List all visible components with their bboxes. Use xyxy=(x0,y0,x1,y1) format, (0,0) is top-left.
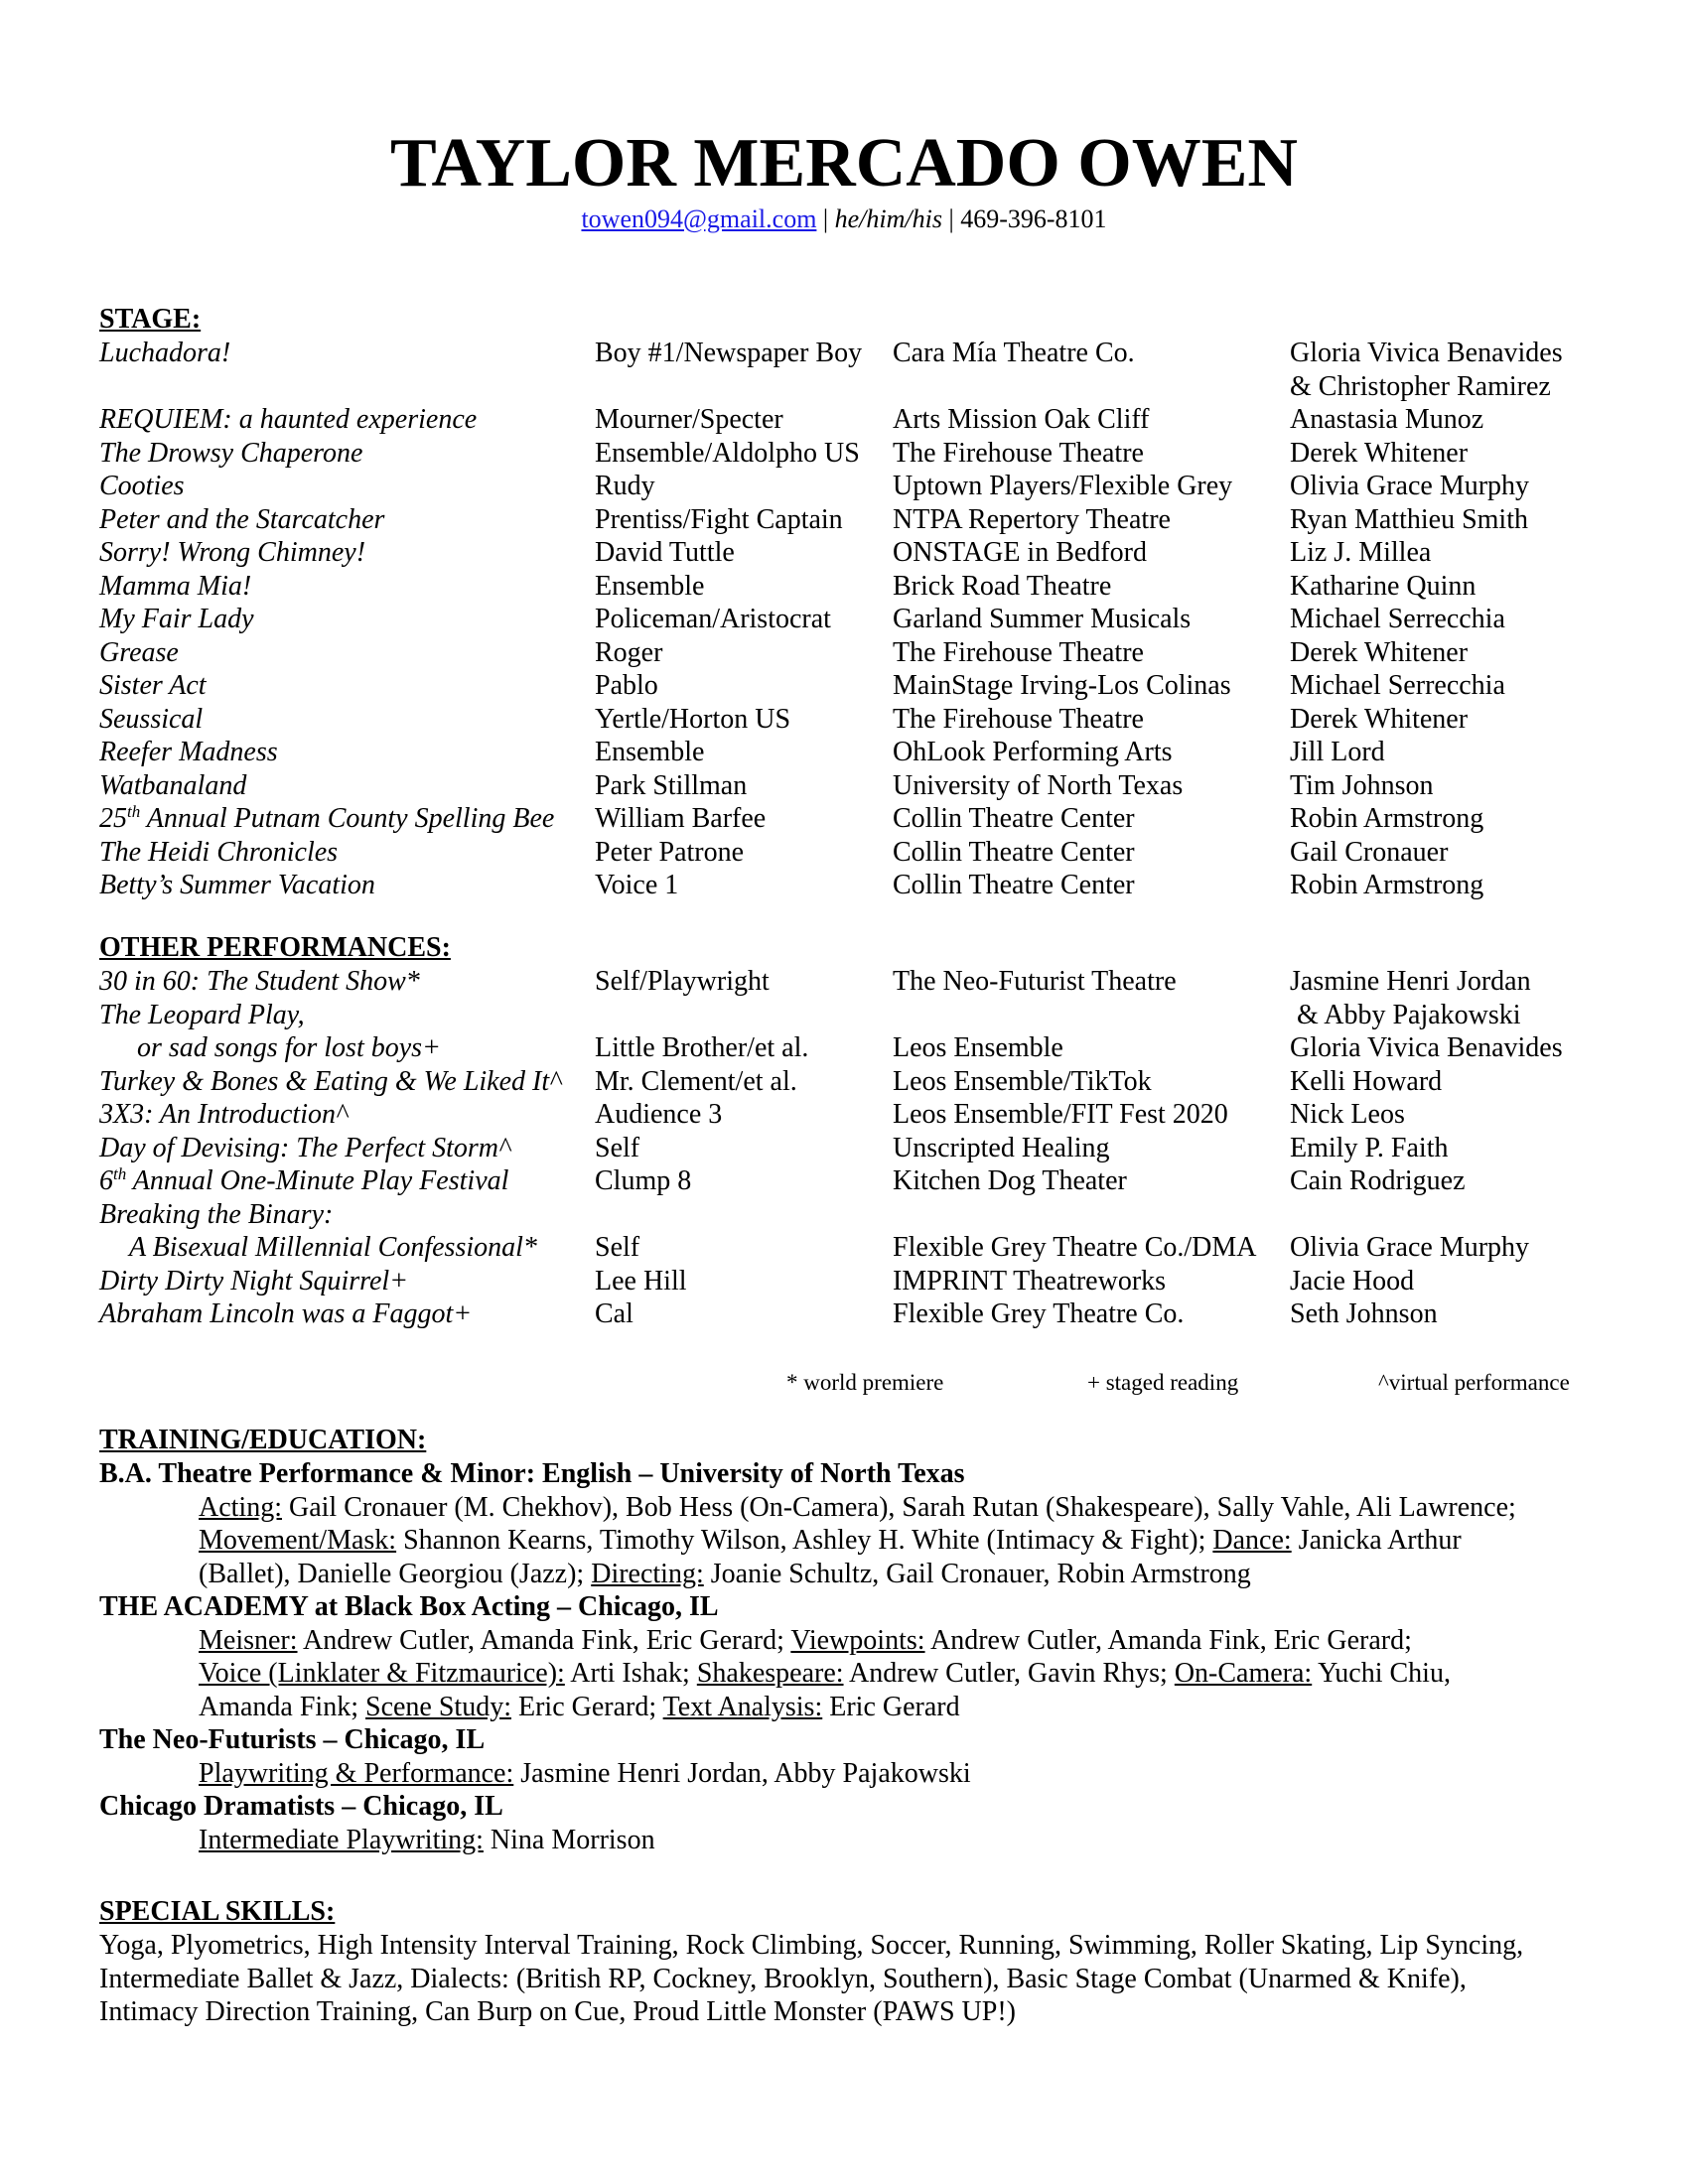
role: Peter Patrone xyxy=(595,836,745,868)
show-title: Abraham Lincoln was a Faggot+ xyxy=(99,1298,473,1329)
role: Ensemble/Aldolpho US xyxy=(595,437,860,469)
show-title: 6th Annual One-Minute Play Festival xyxy=(99,1164,509,1196)
company: Cara Mía Theatre Co. xyxy=(893,338,1135,368)
role: Voice 1 xyxy=(595,870,679,900)
training-category-label: Scene Study: xyxy=(365,1691,511,1722)
training-instructors: (Ballet), Danielle Georgiou (Jazz); xyxy=(199,1558,592,1589)
director: Gail Cronauer xyxy=(1290,836,1449,868)
credit-row xyxy=(99,1164,1609,1198)
training-instructors: Nina Morrison xyxy=(483,1824,655,1855)
school-chicago-dramatists: Chicago Dramatists – Chicago, IL xyxy=(99,1791,503,1822)
credit-row xyxy=(99,437,1609,471)
director: Derek Whitener xyxy=(1290,703,1469,735)
director: Michael Serrecchia xyxy=(1290,604,1505,634)
training-instructors: Yuchi Chiu, xyxy=(1312,1658,1451,1689)
show-title: The Leopard Play, xyxy=(99,999,305,1030)
role: Mourner/Specter xyxy=(595,404,783,435)
training-heading: TRAINING/EDUCATION: xyxy=(99,1425,427,1455)
credit-row xyxy=(99,1265,1609,1298)
credit-row xyxy=(99,869,1609,902)
director: Ryan Matthieu Smith xyxy=(1290,503,1528,535)
role: Self/Playwright xyxy=(595,966,770,997)
special-skills-text xyxy=(99,1929,1609,2029)
company: IMPRINT Theatreworks xyxy=(893,1265,1167,1297)
training-category-label: Playwriting & Performance: xyxy=(199,1757,514,1789)
role: Policeman/Aristocrat xyxy=(595,604,831,634)
credit-row xyxy=(99,1031,1609,1065)
skills-line: Intimacy Direction Training, Can Burp on Cue, Proud Little Monster (PAWS UP!) xyxy=(99,1996,1017,2027)
credit-row xyxy=(99,570,1609,604)
company: The Firehouse Theatre xyxy=(893,703,1144,735)
credit-row xyxy=(99,603,1609,636)
show-title: Sister Act xyxy=(99,670,207,701)
role: Ensemble xyxy=(595,570,705,602)
show-title: Dirty Dirty Night Squirrel+ xyxy=(99,1265,409,1297)
credit-row xyxy=(99,736,1609,769)
training-category-label: Dance: xyxy=(1212,1525,1292,1556)
show-title: Seussical xyxy=(99,703,204,735)
credit-row xyxy=(99,1132,1609,1165)
director: Derek Whitener xyxy=(1290,636,1469,668)
director: Olivia Grace Murphy xyxy=(1290,471,1530,501)
show-title: The Drowsy Chaperone xyxy=(99,437,363,469)
training-category-label: Directing: xyxy=(591,1558,704,1589)
role: Audience 3 xyxy=(595,1099,723,1130)
training-category-label: Meisner: xyxy=(199,1624,298,1656)
show-title: Sorry! Wrong Chimney! xyxy=(99,537,366,568)
show-title: Turkey & Bones & Eating & We Liked It^ xyxy=(99,1065,561,1097)
role: Little Brother/et al. xyxy=(595,1032,809,1063)
credit-row xyxy=(99,1297,1609,1331)
director: Jasmine Henri Jordan xyxy=(1290,966,1531,997)
director: Derek Whitener xyxy=(1290,437,1469,469)
company: Leos Ensemble/FIT Fest 2020 xyxy=(893,1099,1228,1130)
company: Unscripted Healing xyxy=(893,1132,1110,1163)
credit-row xyxy=(99,1198,1609,1232)
credit-row xyxy=(99,337,1609,370)
separator: | xyxy=(816,205,835,233)
show-title: REQUIEM: a haunted experience xyxy=(99,404,478,435)
director: Kelli Howard xyxy=(1290,1065,1443,1097)
legend-virtual-performance: ^virtual performance xyxy=(1378,1370,1570,1395)
show-title: 3X3: An Introduction^ xyxy=(99,1099,348,1130)
credit-row xyxy=(99,536,1609,570)
role: Boy #1/Newspaper Boy xyxy=(595,338,863,368)
role: Rudy xyxy=(595,471,655,501)
credit-row xyxy=(99,1098,1609,1132)
separator: | xyxy=(941,205,961,233)
role: David Tuttle xyxy=(595,537,735,568)
show-title: Day of Devising: The Perfect Storm^ xyxy=(99,1132,510,1163)
company: NTPA Repertory Theatre xyxy=(893,503,1171,535)
director: Seth Johnson xyxy=(1290,1298,1438,1329)
director: Tim Johnson xyxy=(1290,769,1434,801)
director: & Christopher Ramirez xyxy=(1290,370,1551,402)
show-title: Betty’s Summer Vacation xyxy=(99,870,375,900)
role: Self xyxy=(595,1232,640,1263)
director: Jacie Hood xyxy=(1290,1265,1415,1297)
credit-row xyxy=(99,703,1609,737)
skills-line: Yoga, Plyometrics, High Intensity Interval Training, Rock Climbing, Soccer, Running, Swimming, Roller Skating, Lip Syncing, xyxy=(99,1930,1524,1961)
training-instructors: Andrew Cutler, Amanda Fink, Eric Gerard; xyxy=(924,1624,1412,1656)
company: Kitchen Dog Theater xyxy=(893,1165,1127,1196)
director: Olivia Grace Murphy xyxy=(1290,1232,1530,1263)
training-instructors: Amanda Fink; xyxy=(199,1691,365,1722)
training-category-label: Acting: xyxy=(199,1491,282,1523)
resume-name: TAYLOR MERCADO OWEN xyxy=(390,125,1298,202)
show-title: Mamma Mia! xyxy=(99,570,252,602)
credit-row xyxy=(99,965,1609,999)
company: Leos Ensemble/TikTok xyxy=(893,1065,1152,1097)
training-instructors: Eric Gerard; xyxy=(511,1691,663,1722)
director: Robin Armstrong xyxy=(1290,803,1484,834)
contact-line xyxy=(0,204,1688,235)
role: Cal xyxy=(595,1298,633,1329)
phone-number: 469-396-8101 xyxy=(960,205,1107,233)
credit-row xyxy=(99,636,1609,670)
training-category-label: Movement/Mask: xyxy=(199,1525,397,1556)
company: The Neo-Futurist Theatre xyxy=(893,966,1177,997)
training-instructors: Jasmine Henri Jordan, Abby Pajakowski xyxy=(513,1757,971,1789)
company: University of North Texas xyxy=(893,769,1184,801)
role: Lee Hill xyxy=(595,1265,687,1297)
role: Park Stillman xyxy=(595,769,748,801)
training-detail xyxy=(99,1558,1609,1591)
company: MainStage Irving-Los Colinas xyxy=(893,670,1231,701)
training-instructors: Gail Cronauer (M. Chekhov), Bob Hess (On-Camera), Sarah Rutan (Shakespeare), Sally Vahle, Ali Lawrence; xyxy=(282,1491,1516,1523)
training-category-label: On-Camera: xyxy=(1174,1658,1313,1689)
training-category-label: Text Analysis: xyxy=(662,1691,823,1722)
skills-line: Intermediate Ballet & Jazz, Dialects: (British RP, Cockney, Brooklyn, Southern), Basic Stage Combat (Unarmed & Knife), xyxy=(99,1963,1467,1994)
special-skills-heading: SPECIAL SKILLS: xyxy=(99,1896,336,1927)
company: Garland Summer Musicals xyxy=(893,604,1192,634)
training-list xyxy=(99,1457,1609,1856)
training-detail xyxy=(99,1524,1609,1558)
company: ONSTAGE in Bedford xyxy=(893,537,1147,568)
show-title: Breaking the Binary: xyxy=(99,1198,334,1230)
director: Gloria Vivica Benavides xyxy=(1290,338,1563,368)
credit-row xyxy=(99,802,1609,836)
role: William Barfee xyxy=(595,803,767,834)
role: Prentiss/Fight Captain xyxy=(595,503,843,535)
training-instructors: Joanie Schultz, Gail Cronauer, Robin Armstrong xyxy=(703,1558,1251,1589)
stage-credits-table xyxy=(99,337,1609,902)
training-category-label: Intermediate Playwriting: xyxy=(199,1824,484,1855)
training-instructors: Shannon Kearns, Timothy Wilson, Ashley H. White (Intimacy & Fight); xyxy=(396,1525,1213,1556)
training-detail xyxy=(99,1491,1609,1525)
show-title: 30 in 60: The Student Show* xyxy=(99,966,420,997)
credit-row xyxy=(99,470,1609,503)
company: Collin Theatre Center xyxy=(893,803,1135,834)
company: Flexible Grey Theatre Co./DMA xyxy=(893,1232,1257,1263)
show-title: Grease xyxy=(99,636,179,668)
other-performances-heading: OTHER PERFORMANCES: xyxy=(99,932,451,963)
other-performances-table xyxy=(99,965,1609,1331)
role: Ensemble xyxy=(595,737,705,767)
email-link[interactable]: towen094@gmail.com xyxy=(581,205,817,233)
training-detail xyxy=(99,1824,1609,1857)
director: Nick Leos xyxy=(1290,1099,1405,1130)
director: Katharine Quinn xyxy=(1290,570,1477,602)
role: Self xyxy=(595,1132,640,1163)
show-title: My Fair Lady xyxy=(99,604,254,634)
company: The Firehouse Theatre xyxy=(893,437,1144,469)
stage-heading: STAGE: xyxy=(99,304,202,335)
show-title: The Heidi Chronicles xyxy=(99,836,339,868)
director: Gloria Vivica Benavides xyxy=(1290,1032,1563,1063)
training-instructors: Andrew Cutler, Amanda Fink, Eric Gerard; xyxy=(297,1624,791,1656)
training-category-label: Voice (Linklater & Fitzmaurice): xyxy=(199,1658,565,1689)
show-title: Watbanaland xyxy=(99,769,247,801)
credit-row xyxy=(99,370,1609,404)
credit-row xyxy=(99,503,1609,537)
training-instructors: Eric Gerard xyxy=(822,1691,960,1722)
training-instructors: Andrew Cutler, Gavin Rhys; xyxy=(843,1658,1175,1689)
pronouns: he/him/his xyxy=(834,205,942,233)
credit-row xyxy=(99,403,1609,437)
show-title: or sad songs for lost boys+ xyxy=(137,1032,441,1063)
director: Robin Armstrong xyxy=(1290,870,1484,900)
director: & Abby Pajakowski xyxy=(1290,999,1521,1030)
company: Arts Mission Oak Cliff xyxy=(893,404,1150,435)
role: Yertle/Horton US xyxy=(595,703,791,735)
training-category-label: Shakespeare: xyxy=(696,1658,844,1689)
company: Uptown Players/Flexible Grey xyxy=(893,471,1233,501)
credit-row xyxy=(99,836,1609,870)
training-detail xyxy=(99,1757,1609,1791)
company: The Firehouse Theatre xyxy=(893,636,1144,668)
company: Brick Road Theatre xyxy=(893,570,1112,602)
company: OhLook Performing Arts xyxy=(893,737,1173,767)
training-category-label: Viewpoints: xyxy=(790,1624,925,1656)
credit-row xyxy=(99,669,1609,703)
credit-row xyxy=(99,769,1609,803)
director: Anastasia Munoz xyxy=(1290,404,1484,435)
role: Clump 8 xyxy=(595,1165,692,1196)
company: Collin Theatre Center xyxy=(893,870,1135,900)
role: Mr. Clement/et al. xyxy=(595,1065,797,1097)
credit-row xyxy=(99,1065,1609,1099)
director: Cain Rodriguez xyxy=(1290,1165,1466,1196)
credit-row xyxy=(99,1231,1609,1265)
legend-world-premiere: * world premiere xyxy=(786,1370,944,1395)
training-detail xyxy=(99,1624,1609,1658)
show-title: Reefer Madness xyxy=(99,737,278,767)
training-detail xyxy=(99,1657,1609,1691)
role: Pablo xyxy=(595,670,658,701)
show-title: 25th Annual Putnam County Spelling Bee xyxy=(99,802,555,834)
company: Leos Ensemble xyxy=(893,1032,1063,1063)
training-instructors: Janicka Arthur xyxy=(1291,1525,1462,1556)
show-title: A Bisexual Millennial Confessional* xyxy=(129,1232,537,1263)
director: Jill Lord xyxy=(1290,737,1385,767)
school-neo-futurists: The Neo-Futurists – Chicago, IL xyxy=(99,1724,486,1755)
credit-row xyxy=(99,999,1609,1032)
director: Emily P. Faith xyxy=(1290,1132,1449,1163)
role: Roger xyxy=(595,636,663,668)
show-title: Cooties xyxy=(99,471,185,501)
show-title: Luchadora! xyxy=(99,338,231,368)
school-academy: THE ACADEMY at Black Box Acting – Chicago, IL xyxy=(99,1591,719,1622)
legend-staged-reading: + staged reading xyxy=(1087,1370,1239,1395)
school-unt: B.A. Theatre Performance & Minor: English – University of North Texas xyxy=(99,1458,965,1489)
director: Liz J. Millea xyxy=(1290,537,1432,568)
director: Michael Serrecchia xyxy=(1290,670,1505,701)
training-detail xyxy=(99,1691,1609,1724)
training-instructors: Arti Ishak; xyxy=(564,1658,697,1689)
company: Collin Theatre Center xyxy=(893,836,1135,868)
company: Flexible Grey Theatre Co. xyxy=(893,1298,1185,1329)
show-title: Peter and the Starcatcher xyxy=(99,503,385,535)
